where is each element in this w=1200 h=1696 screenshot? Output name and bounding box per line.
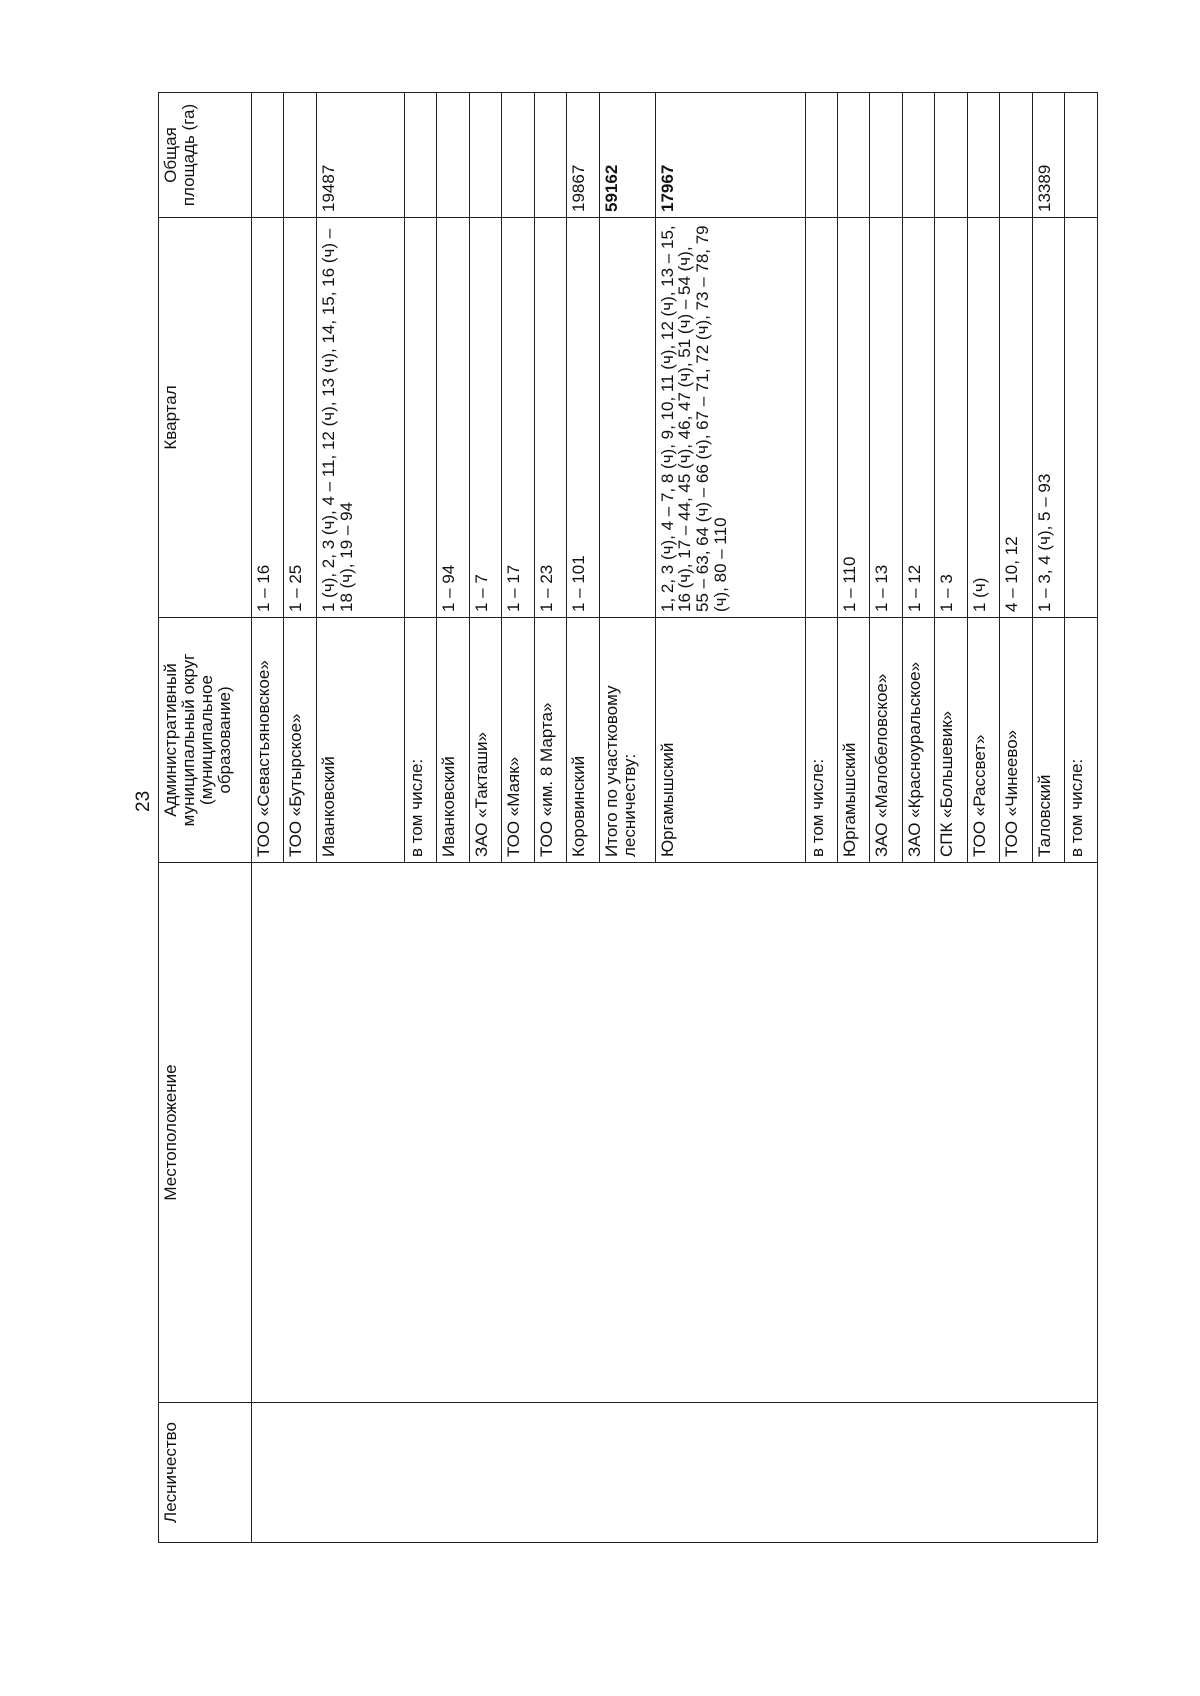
quarter-cell: 1 (ч), 2, 3 (ч), 4 – 11, 12 (ч), 13 (ч), 14, 15, 16 (ч) – 18 (ч), 19 – 94 [316, 218, 404, 618]
district-cell: Коровинский [567, 618, 599, 863]
quarter-cell [805, 218, 837, 618]
area-cell-total: 59162 [599, 93, 655, 218]
district-cell: ТОО «Рассвет» [967, 618, 999, 863]
quarter-cell: 1 – 17 [502, 218, 534, 618]
district-cell: ЗАО «Такташи» [469, 618, 501, 863]
quarter-cell: 1 – 23 [534, 218, 566, 618]
area-cell [404, 93, 436, 218]
area-cell [935, 93, 967, 218]
location-cell [252, 863, 1098, 1403]
district-cell: ЗАО «Малобеловское» [870, 618, 902, 863]
district-cell: ЗАО «Красноуральское» [902, 618, 934, 863]
table-row [252, 93, 284, 1543]
area-cell [284, 93, 316, 218]
quarter-cell: 1, 2, 3 (ч), 4 – 7, 8 (ч), 9, 10, 11 (ч), 12 (ч), 13 – 15, 16 (ч), 17 – 44, 45 (ч), 46, 47 (ч), 51 (ч) – 54 (ч), 55 – 63, 64 (ч) – 66 (ч), 67 – 71, 72 (ч), 73 – 78, 79 (ч), 80 – 110 [655, 218, 805, 618]
district-cell: ТОО «им. 8 Марта» [534, 618, 566, 863]
district-cell: Таловский [1032, 618, 1064, 863]
quarter-cell: 1 (ч) [967, 218, 999, 618]
quarter-cell: 1 – 110 [838, 218, 870, 618]
quarter-cell: 1 – 25 [284, 218, 316, 618]
header-forestry: Лесничество [159, 1403, 252, 1543]
district-cell: в том числе: [404, 618, 436, 863]
area-cell [1065, 93, 1098, 218]
district-cell: ТОО «Маяк» [502, 618, 534, 863]
district-cell: Иванковский [316, 618, 404, 863]
district-cell: СПК «Большевик» [935, 618, 967, 863]
quarter-cell: 1 – 12 [902, 218, 934, 618]
quarter-cell: 1 – 101 [567, 218, 599, 618]
district-cell: Юргамышский [655, 618, 805, 863]
header-district: Административный муниципальный округ (муниципальное образование) [159, 618, 252, 863]
district-cell: Иванковский [437, 618, 469, 863]
area-cell: 13389 [1032, 93, 1064, 218]
area-cell [838, 93, 870, 218]
area-cell: 19867 [567, 93, 599, 218]
area-cell [1000, 93, 1032, 218]
table-header-row [159, 93, 252, 1543]
area-cell [805, 93, 837, 218]
quarter-cell: 1 – 94 [437, 218, 469, 618]
area-cell [502, 93, 534, 218]
quarter-cell: 4 – 10, 12 [1000, 218, 1032, 618]
area-cell: 17967 [655, 93, 805, 218]
header-location: Местоположение [159, 863, 252, 1403]
district-cell: Юргамышский [838, 618, 870, 863]
quarter-cell [404, 218, 436, 618]
area-cell [967, 93, 999, 218]
area-cell: 19487 [316, 93, 404, 218]
quarter-cell: 1 – 13 [870, 218, 902, 618]
district-cell: ТОО «Бутырское» [284, 618, 316, 863]
district-cell: ТОО «Севастьяновское» [252, 618, 284, 863]
area-cell [534, 93, 566, 218]
header-area: Общая площадь (га) [159, 93, 252, 218]
area-cell [437, 93, 469, 218]
district-cell: в том числе: [805, 618, 837, 863]
page-number: 23 [133, 790, 154, 812]
district-cell: Итого по участковому лесничеству: [599, 618, 655, 863]
forestry-table [158, 92, 1098, 1543]
quarter-cell: 1 – 3 [935, 218, 967, 618]
quarter-cell: 1 – 3, 4 (ч), 5 – 93 [1032, 218, 1064, 618]
quarter-cell: 1 – 16 [252, 218, 284, 618]
district-cell: ТОО «Чинеево» [1000, 618, 1032, 863]
header-quarter: Квартал [159, 218, 252, 618]
area-cell [252, 93, 284, 218]
forestry-cell [252, 1403, 1098, 1543]
district-cell: в том числе: [1065, 618, 1098, 863]
area-cell [469, 93, 501, 218]
quarter-cell [599, 218, 655, 618]
area-cell [902, 93, 934, 218]
quarter-cell: 1 – 7 [469, 218, 501, 618]
quarter-cell [1065, 218, 1098, 618]
rotated-table-container [158, 93, 1098, 1543]
area-cell [870, 93, 902, 218]
